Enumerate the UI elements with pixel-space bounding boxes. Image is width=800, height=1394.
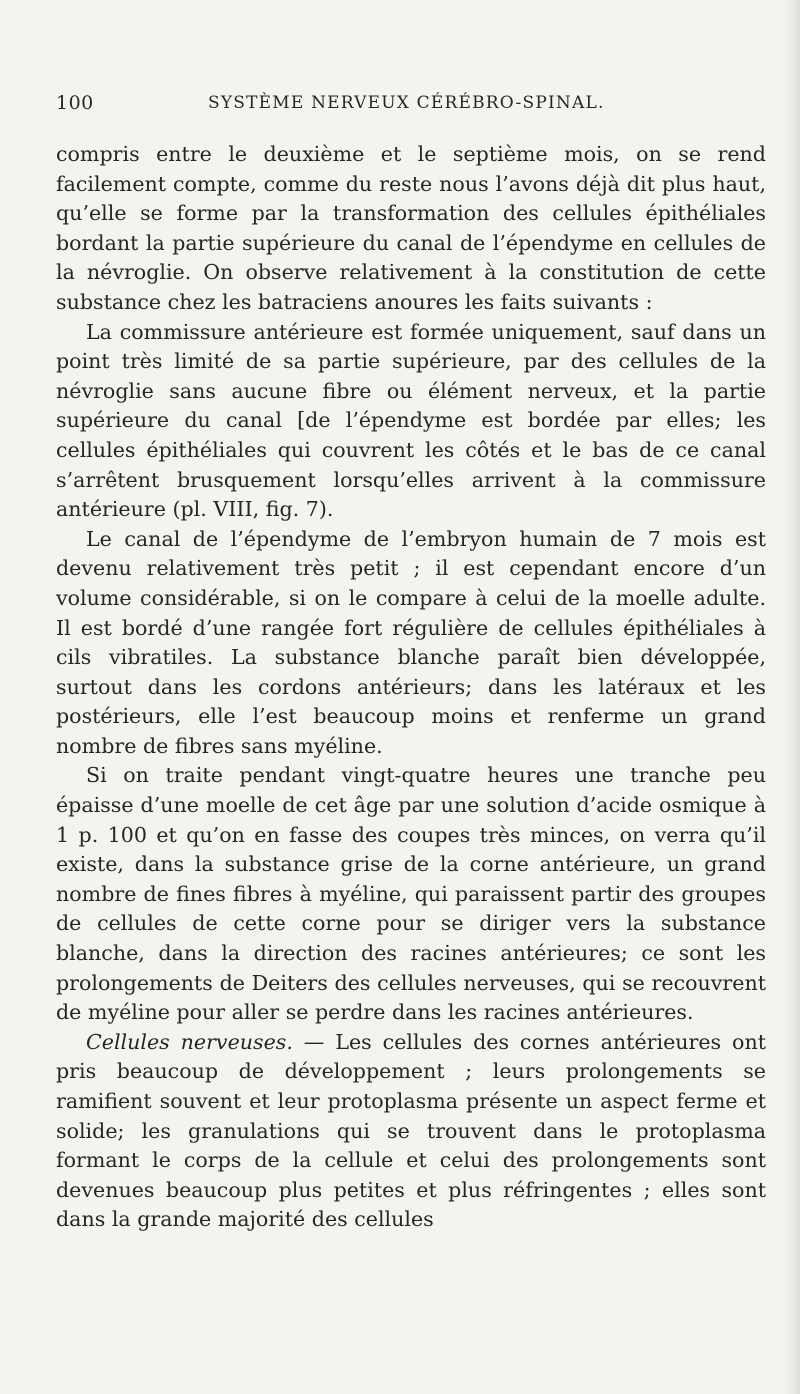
paragraph-text: compris entre le deuxième et le septième mois, on se rend facilement compte, comme du reste nous l’avons déjà dit plus haut, qu’elle se forme par la transformation des cellules épithéliales bordant la partie supérieure du canal de l’épendyme en cellules de la névroglie. On observe relativement à la constitution de cette substance chez les batraciens anoures les faits suivants : xyxy=(56,142,766,314)
running-title: SYSTÈME NERVEUX CÉRÉBRO-SPINAL. xyxy=(208,93,605,113)
page-edge-shadow xyxy=(786,0,800,1394)
paragraph-text: — Les cellules des cornes antérieures ont pris beaucoup de développement ; leurs prolongements se ramifient souvent et leur protoplasma présente un aspect ferme et solide; les granulations qui se trouvent dans le protoplasma formant le corps de la cellule et celui des prolongements sont devenues beaucoup plus petites et plus réfringentes ; elles sont dans la grande majorité des cellules xyxy=(56,1029,766,1232)
paragraph-canal-epend xyxy=(56,525,766,762)
running-head xyxy=(56,92,756,116)
paragraph-commissure xyxy=(56,318,766,525)
body-text xyxy=(56,140,766,1235)
paragraph-acide-osmique xyxy=(56,761,766,1027)
page-number: 100 xyxy=(56,92,94,114)
paragraph-cellules-nerveuses xyxy=(56,1028,766,1235)
paragraph-text: Si on traite pendant vingt-quatre heures une tranche peu épaisse d’une moelle de cet âge par une solution d’acide osmique à 1 p. 100 et qu’on en fasse des coupes très minces, on verra qu’il existe, dans la substance grise de la corne antérieure, un grand nombre de fines fibres à myéline, qui paraissent partir des groupes de cellules de cette corne pour se diriger vers la substance blanche, dans la direction des racines antérieures; ce sont les prolongements de Deiters des cellules nerveuses, qui se recouvrent de myéline pour aller se perdre dans les racines antérieures. xyxy=(56,763,766,1025)
section-run-in-heading: Cellules nerveuses. xyxy=(86,1029,293,1054)
paragraph-text: La commissure antérieure est formée uniquement, sauf dans un point très limité de sa partie supérieure, par des cellules de la névroglie sans aucune fibre ou élément nerveux, et la partie supérieure du canal [de l’épendyme est bordée par elles; les cellules épithéliales qui couvrent les côtés et le bas de ce canal s’arrêtent brusquement lorsqu’elles arrivent à la commissure antérieure (pl. VIII, fig. 7). xyxy=(56,319,766,522)
paragraph-text: Le canal de l’épendyme de l’embryon humain de 7 mois est devenu relativement très petit ; il est cependant encore d’un volume considérable, si on le compare à celui de la moelle adulte. Il est bordé d’une rangée fort régulière de cellules épithéliales à cils vibratiles. La substance blanche paraît bien développée, surtout dans les cordons antérieurs; dans les latéraux et les postérieurs, elle l’est beaucoup moins et renferme un grand nombre de fibres sans myéline. xyxy=(56,526,766,758)
paragraph-continuation xyxy=(56,140,766,318)
